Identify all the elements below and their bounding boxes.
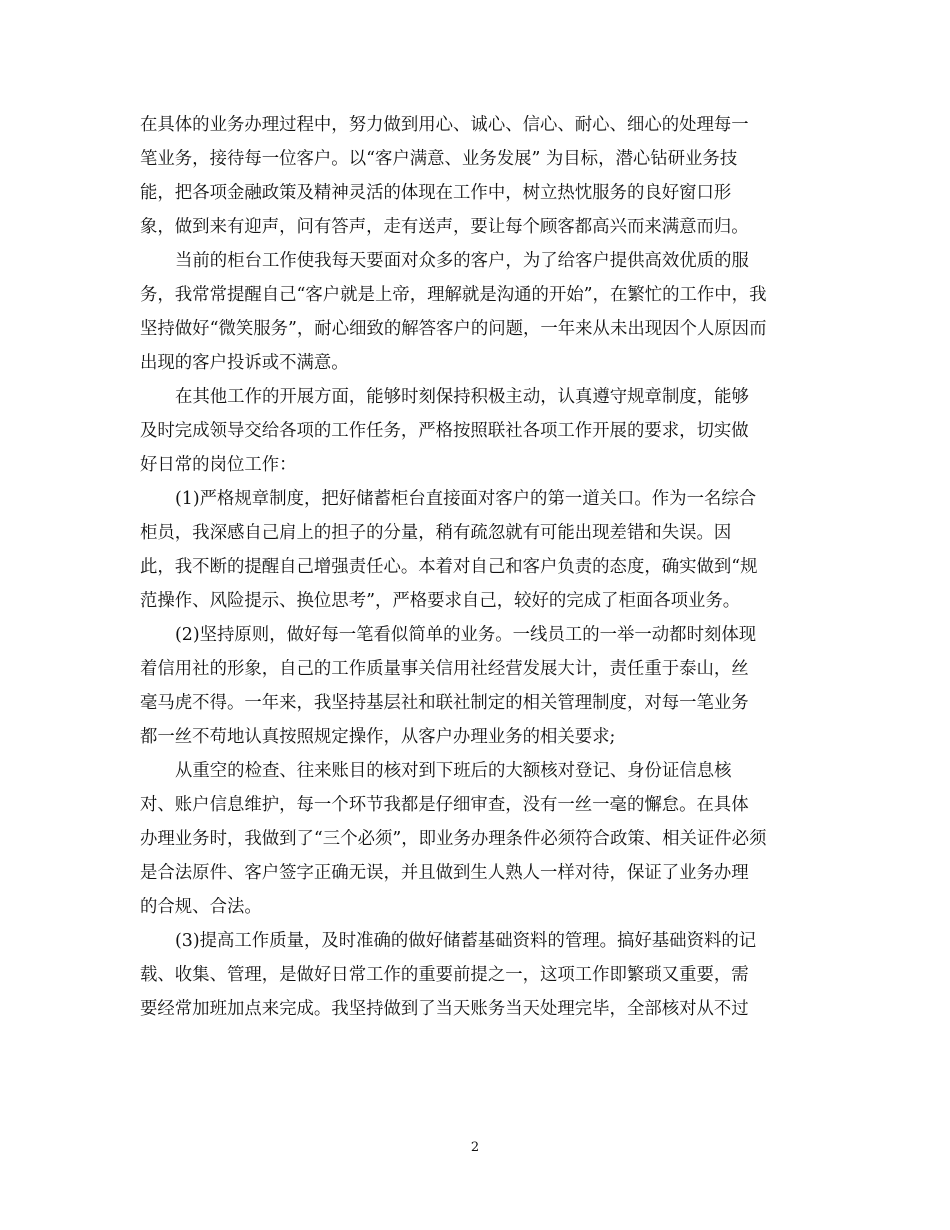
- text-line: 毫马虎不得。一年来，我坚持基层社和联社制定的相关管理制度，对每一笔业务: [140, 693, 749, 713]
- text-line: 及时完成领导交给各项的工作任务，严格按照联社各项工作开展的要求，切实做: [140, 421, 749, 441]
- text-line: 当前的柜台工作使我每天要面对众多的客户，为了给客户提供高效优质的服: [175, 251, 749, 271]
- text-line: 出现的客户投诉或不满意。: [140, 353, 349, 373]
- text-line: 柜员，我深感自己肩上的担子的分量，稍有疏忽就有可能出现差错和失误。因: [140, 523, 732, 543]
- body-text: [140, 108, 812, 1026]
- text-line: (3)提高工作质量，及时准确的做好储蓄基础资料的管理。搞好基础资料的记: [175, 931, 757, 951]
- text-line: 的合规、合法。: [140, 897, 262, 917]
- text-line: (2)坚持原则，做好每一笔看似简单的业务。一线员工的一举一动都时刻体现: [175, 625, 757, 645]
- text-line: 着信用社的形象，自己的工作质量事关信用社经营发展大计，责任重于泰山，丝: [140, 659, 749, 679]
- text-line: 对、账户信息维护，每一个环节我都是仔细审查，没有一丝一毫的懈怠。在具体: [140, 795, 749, 815]
- text-line: 象，做到来有迎声，问有答声，走有送声，要让每个顾客都高兴而来满意而归。: [140, 217, 749, 237]
- page-number: 2: [470, 1140, 480, 1155]
- text-line: 是合法原件、客户签字正确无误，并且做到生人熟人一样对待，保证了业务办理: [140, 863, 749, 883]
- text-line: 好日常的岗位工作：: [140, 455, 297, 475]
- text-line: 要经常加班加点来完成。我坚持做到了当天账务当天处理完毕，全部核对从不过: [140, 999, 749, 1019]
- text-line: 在其他工作的开展方面，能够时刻保持积极主动，认真遵守规章制度，能够: [175, 387, 749, 407]
- text-line: 载、收集、管理，是做好日常工作的重要前提之一，这项工作即繁琐又重要，需: [140, 965, 749, 985]
- text-line: 办理业务时，我做到了“三个必须”，即业务办理条件必须符合政策、相关证件必须: [140, 829, 767, 849]
- text-line: 都一丝不苟地认真按照规定操作，从客户办理业务的相关要求;: [140, 727, 616, 747]
- text-line: 务，我常常提醒自己“客户就是上帝，理解就是沟通的开始”，在繁忙的工作中，我: [140, 285, 767, 305]
- text-line: 此，我不断的提醒自己增强责任心。本着对自己和客户负责的态度，确实做到“规: [140, 557, 758, 577]
- text-line: 范操作、风险提示、换位思考”，严格要求自己，较好的完成了柜面各项业务。: [140, 591, 741, 611]
- text-line: 从重空的检查、往来账目的核对到下班后的大额核对登记、身份证信息核: [175, 761, 732, 781]
- text-line: 能，把各项金融政策及精神灵活的体现在工作中，树立热忱服务的良好窗口形: [140, 183, 732, 203]
- text-line: (1)严格规章制度，把好储蓄柜台直接面对客户的第一道关口。作为一名综合: [175, 489, 757, 509]
- text-line: 笔业务，接待每一位客户。以“客户满意、业务发展” 为目标，潜心钻研业务技: [140, 149, 738, 169]
- text-line: 坚持做好“微笑服务”，耐心细致的解答客户的问题，一年来从未出现因个人原因而: [140, 319, 767, 339]
- text-line: 在具体的业务办理过程中，努力做到用心、诚心、信心、耐心、细心的处理每一: [140, 115, 749, 135]
